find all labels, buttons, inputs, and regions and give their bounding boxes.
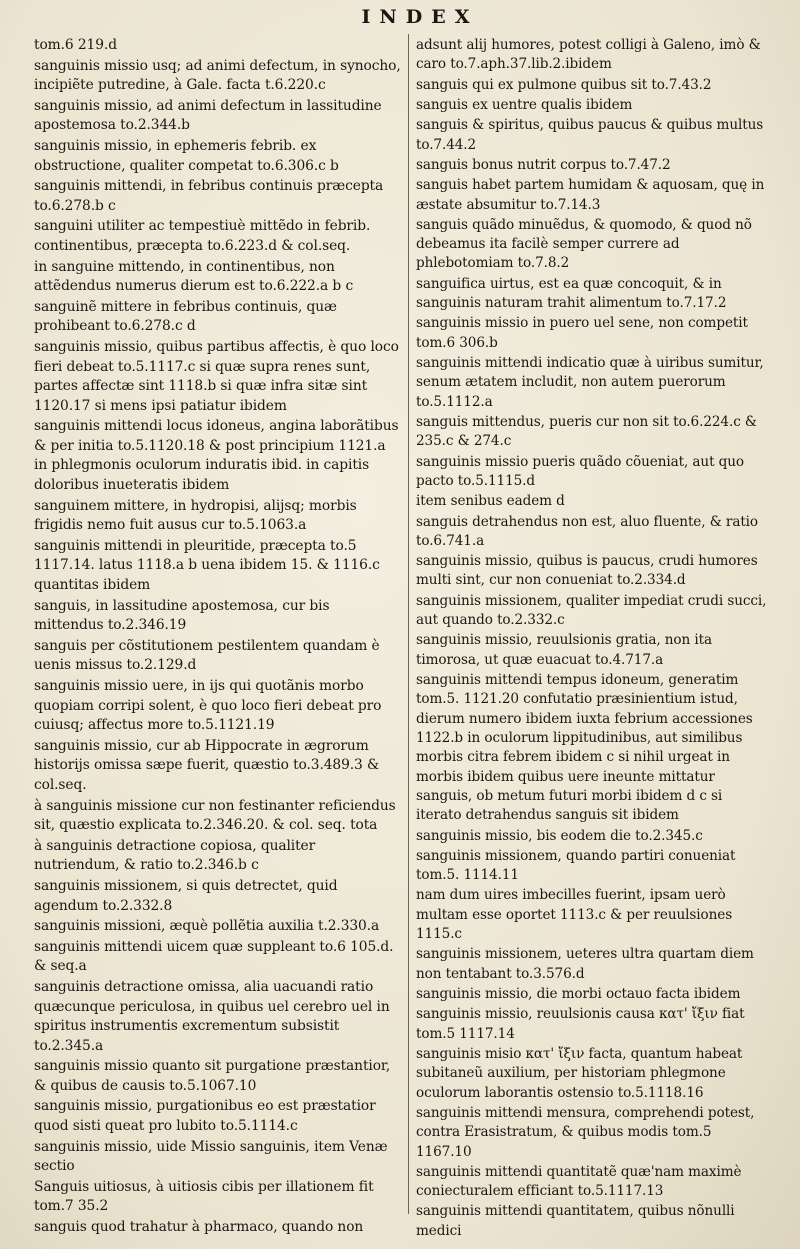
index-entry: sanguinis missio, quibus partibus affectis, è quo loco fieri debeat to.5.1117.c si quæ supra renes sunt, partes affectæ sint 1118.b si quæ infra sitæ sint 1120.17 si mens ipsi patiatur ibidem xyxy=(34,338,399,414)
index-entry: sanguis detrahendus non est, aluo fluente, & ratio to.6.741.a xyxy=(416,513,759,549)
index-entry: sanguis mittendus, pueris cur non sit to.6.224.c & 235.c & 274.c xyxy=(416,413,757,450)
index-entry: sanguis & spiritus, quibus paucus & quibus multus to.7.44.2 xyxy=(416,117,764,153)
index-title: INDEX xyxy=(361,6,479,28)
index-entry: sanguifica uirtus, est ea quæ concoquit, & in sanguinis naturam trahit alimentum to.7.17.2 xyxy=(416,275,727,312)
index-entry: in sanguine mittendo, in continentibus, non attẽdendus numerus dierum est to.6.222.a b c xyxy=(34,258,354,295)
index-entry: sanguinis mittendi locus idoneus, angina laborãtibus & per initia to.5.1120.18 & post principium 1121.a in phlegmonis oculorum induratis ibid. in capitis doloribus inueteratis ibidem xyxy=(34,418,399,494)
page-header xyxy=(0,6,800,34)
index-entry: sanguinis missio, reuulsionis gratia, non ita timorosa, ut quæ euacuat to.4.717.a xyxy=(416,632,713,668)
index-entry: sanguinis missio, uide Missio sanguinis, item Venæ sectio xyxy=(34,1138,388,1175)
index-entry: sanguis bonus nutrit corpus to.7.47.2 xyxy=(416,156,671,173)
index-entry: sanguinis missionem, quando partiri conueniat tom.5. 1114.11 xyxy=(416,847,736,884)
index-entry: sanguis ex uentre qualis ibidem xyxy=(416,96,633,113)
index-entry: sanguinis detractione omissa, alia uacuandi ratio quæcunque periculosa, in quibus uel cerebro uel in spiritus instrumentis excrementum subsistit to.2.345.a xyxy=(34,978,390,1054)
column-divider xyxy=(408,34,409,1214)
index-entry: sanguinis missio in puero uel sene, non competit tom.6 306.b xyxy=(416,315,748,351)
index-entry: sanguinis missionem, qualiter impediat crudi succi, aut quando to.2.332.c xyxy=(416,592,767,629)
index-entry: sanguinis missio, die morbi octauo facta ibidem xyxy=(416,986,741,1002)
index-entry: sanguis quãdo minuẽdus, & quomodo, & quod nõ debeamus ita facilè semper currere ad phlebotomiam to.7.8.2 xyxy=(416,216,752,272)
index-entry: tom.6 219.d xyxy=(34,37,117,53)
index-entry: sanguinis missionem, si quis detrectet, quid agendum to.2.332.8 xyxy=(34,877,338,914)
index-entry: sanguinis mittendi quantitatẽ quæ'nam maximè coniecturalem efficiant to.5.1117.13 xyxy=(416,1163,742,1200)
index-entry: sanguinis mittendi mensura, comprehendi potest, contra Erasistratum, & quibus modis tom.5 1167.10 xyxy=(416,1104,755,1160)
index-entry: sanguis habet partem humidam & aquosam, quę in æstate absumitur to.7.14.3 xyxy=(416,177,765,213)
index-entry: sanguinis missio quanto sit purgatione præstantior, & quibus de causis to.5.1067.10 xyxy=(34,1058,391,1094)
index-entry: sanguinis missio pueris quãdo cõueniat, aut quo pacto to.5.1115.d xyxy=(416,453,744,489)
index-entry: item senibus eadem d xyxy=(416,493,565,510)
index-entry: sanguinis missio, bis eodem die to.2.345.c xyxy=(416,827,703,844)
index-entry: nam dum uires imbecilles fuerint, ipsam uerò multam esse oportet 1113.c & per reuulsiones 1115.c xyxy=(416,887,733,943)
index-entry: sanguis, in lassitudine apostemosa, cur bis mittendus to.2.346.19 xyxy=(34,597,330,634)
index-entry: sanguinis missionem, ueteres ultra quartam diem non tentabant to.3.576.d xyxy=(416,946,754,982)
index-entry: sanguinis missioni, æquè pollẽtia auxilia t.2.330.a xyxy=(34,918,380,935)
index-entry: sanguini utiliter ac tempestiuè mittẽdo in febrib. continentibus, præcepta to.6.223.d & col.seq. xyxy=(34,218,371,254)
index-entry: Sanguis uitiosus, à uitiosis cibis per illationem fit tom.7 35.2 xyxy=(34,1178,374,1215)
index-entry: sanguinis mittendi in pleuritide, præcepta to.5 1117.14. latus 1118.a b uena ibidem 15. & 1116.c quantitas ibidem xyxy=(34,537,380,594)
index-entry: sanguinis missio usq; ad animi defectum, in synocho, incipiẽte putredine, à Gale. facta t.6.220.c xyxy=(34,57,401,94)
index-entry: sanguinis missio uere, in ijs qui quotãnis morbo quopiam corripi solent, è quo loco fieri debeat pro cuiusq; affectus more to.5.1121.19 xyxy=(34,678,382,734)
index-entry: sanguinis missio, ad animi defectum in lassitudine apostemosa to.2.344.b xyxy=(34,97,382,134)
index-entry: sanguinis missio, purgationibus eo est præstatior quod sisti queat pro lubito to.5.1114.c xyxy=(34,1098,376,1135)
index-entry: sanguinis missio, in ephemeris febrib. ex obstructione, qualiter competat to.6.306.c b xyxy=(34,137,339,174)
index-entry: sanguinis missio, quibus is paucus, crudi humores multi sint, cur non conueniat to.2.334.d xyxy=(416,553,758,589)
left-column xyxy=(34,36,402,1239)
right-column xyxy=(416,36,770,1242)
index-entry: sanguinis mittendi quantitatem, quibus nõnulli medici xyxy=(416,1203,735,1239)
index-entry: sanguinis mittendi indicatio quæ à uiribus sumitur, senum ætatem includit, non autem puerorum to.5.1112.a xyxy=(416,355,764,410)
index-entry: sanguis qui ex pulmone quibus sit to.7.43.2 xyxy=(416,76,712,93)
index-entry: sanguinẽ mittere in febribus continuis, quæ prohibeant to.6.278.c d xyxy=(34,298,337,335)
index-entry: sanguinis missio, cur ab Hippocrate in ægrorum historijs omissa sæpe fuerit, quæstio to.3.489.3 & col.seq. xyxy=(34,737,380,793)
index-entry: sanguinis misio κατ' ἴξιν facta, quantum habeat subitaneũ auxilium, per historiam phlegmone oculorum laborantis ostensio to.5.1118.16 xyxy=(416,1045,743,1101)
index-entry: adsunt alij humores, potest colligi à Galeno, imò & caro to.7.aph.37.lib.2.ibidem xyxy=(416,37,761,73)
index-entry: sanguis per cõstitutionem pestilentem quandam è uenis missus to.2.129.d xyxy=(34,637,380,674)
index-entry: sanguinis mittendi, in febribus continuis præcepta to.6.278.b c xyxy=(34,178,384,214)
index-entry: sanguinis mittendi uicem quæ suppleant to.6 105.d. & seq.a xyxy=(34,938,394,975)
index-entry: à sanguinis detractione copiosa, qualiter nutriendum, & ratio to.2.346.b c xyxy=(34,837,316,874)
index-entry: sanguis quod trahatur à pharmaco, quando non xyxy=(34,1219,364,1236)
index-entry: à sanguinis missione cur non festinanter reficiendus sit, quæstio explicata to.2.346.20. & col. seq. tota xyxy=(34,797,396,834)
index-entry: sanguinis missio, reuulsionis causa κατ' ἴξιν fiat tom.5 1117.14 xyxy=(416,1006,745,1042)
index-entry: sanguinem mittere, in hydropisi, alijsq; morbis frigidis nemo fuit ausus cur to.5.1063.a xyxy=(34,497,357,534)
index-entry: sanguinis mittendi tempus idoneum, generatim tom.5. 1121.20 confutatio præsinientium istud, dierum numero ibidem iuxta febrium accessiones 1122.b in oculorum lippitudinibus, aut similibus morbis citra febrem ibidem c si nihil urgeat in morbis ibidem quibus uere ineunte mittatur sanguis, ob metum futuri morbi ibidem d c si iterato detrahendus sanguis sit ibidem xyxy=(416,672,753,824)
